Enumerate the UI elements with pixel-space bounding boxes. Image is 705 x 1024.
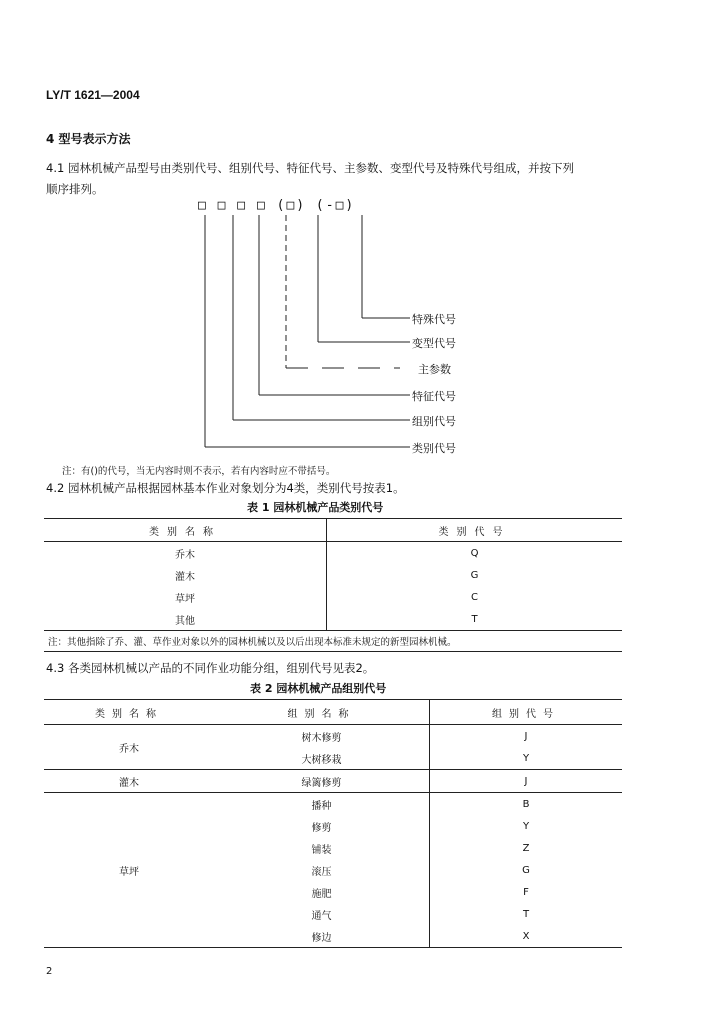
diagram-note: 注：有()的代号，当无内容时则不表示，若有内容时应不带括号。 [62, 466, 336, 477]
table-row: 通气 T [44, 903, 622, 925]
section-heading: 4 型号表示方法 [46, 132, 131, 146]
paragraph-4-3: 4.3 各类园林机械以产品的不同作业功能分组，组别代号见表2。 [46, 661, 375, 675]
table-row: 大树移栽 Y [44, 747, 622, 770]
paragraph-4-1-line1: 4.1 园林机械产品型号由类别代号、组别代号、特征代号、主参数、变型代号及特殊代号组成，并按下列 [46, 161, 574, 175]
table2-header-row [44, 700, 622, 725]
table-row: 其他 T [44, 608, 622, 631]
table2-header-category: 类别名称 [44, 700, 214, 725]
table-row: 铺装 Z [44, 837, 622, 859]
category-cell: 草坪 [44, 793, 214, 948]
table-row: 灌木 绿篱修剪 J [44, 770, 622, 793]
paragraph-4-2: 4.2 园林机械产品根据园林基本作业对象划分为4类，类别代号按表1。 [46, 481, 405, 495]
table2-header-group-name: 组别名称 [214, 700, 430, 725]
table1-note: 注：其他指除了乔、灌、草作业对象以外的园林机械以及以后出现本标准未规定的新型园林机械。 [44, 631, 622, 652]
table-row: 乔木 Q [44, 542, 622, 565]
label-special-code: 特殊代号 [412, 313, 456, 326]
table2-header-group-code: 组别代号 [430, 700, 623, 725]
table-row: 乔木 树木修剪 J [44, 725, 622, 748]
code-format: □ □ □ □ (□) (-□) [198, 198, 356, 213]
label-feature-code: 特征代号 [412, 390, 456, 403]
label-variant-code: 变型代号 [412, 337, 456, 350]
table-row: 修剪 Y [44, 815, 622, 837]
table2 [44, 699, 622, 948]
table-row: 滚压 G [44, 859, 622, 881]
table-row: 草坪 播种 B [44, 793, 622, 816]
table-row: 施肥 F [44, 881, 622, 903]
table-row: 修边 X [44, 925, 622, 948]
table1 [44, 518, 622, 652]
page-number: 2 [46, 966, 53, 977]
diagram-lines [0, 0, 705, 470]
label-main-parameter: 主参数 [418, 363, 451, 376]
paragraph-4-1-line2: 顺序排列。 [46, 182, 104, 196]
table1-caption: 表 1 园林机械产品类别代号 [247, 501, 384, 514]
table2-caption: 表 2 园林机械产品组别代号 [250, 682, 387, 695]
standard-number: LY/T 1621—2004 [46, 88, 140, 102]
table-row: 草坪 C [44, 586, 622, 608]
table1-header-row [44, 519, 622, 542]
table-row: 灌木 G [44, 564, 622, 586]
label-category-code: 类别代号 [412, 442, 456, 455]
table1-header-category-code: 类别代号 [327, 519, 623, 542]
table1-note-row [44, 631, 622, 652]
label-group-code: 组别代号 [412, 415, 456, 428]
table1-header-category-name: 类别名称 [44, 519, 327, 542]
category-cell: 灌木 [44, 770, 214, 793]
category-cell: 乔木 [119, 743, 139, 755]
